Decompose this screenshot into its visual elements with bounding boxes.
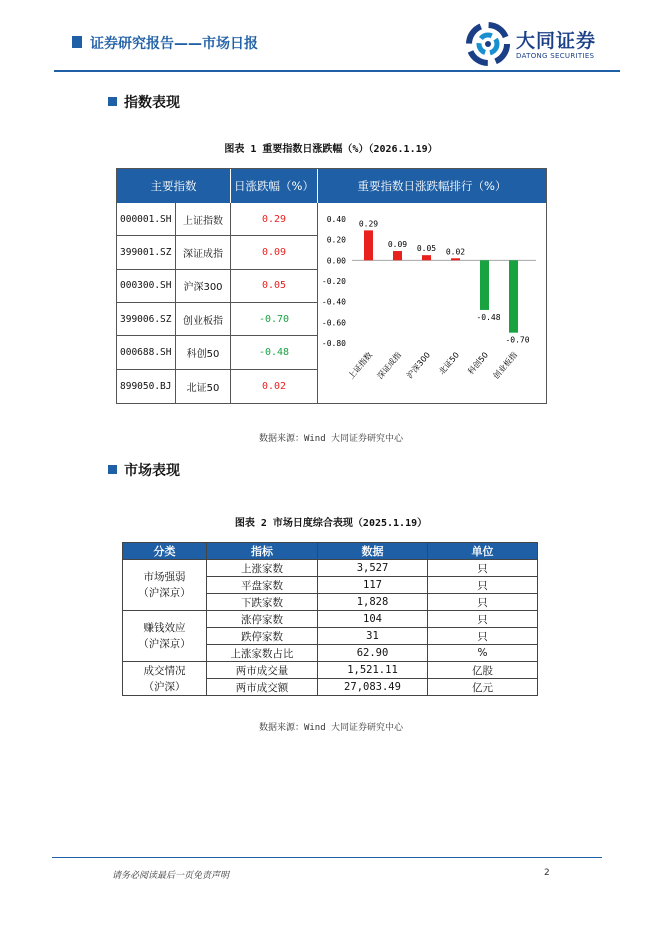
bar bbox=[480, 260, 489, 310]
x-category-label: 北证50 bbox=[437, 350, 462, 377]
index-code: 399006.SZ bbox=[117, 303, 176, 336]
index-change-value: -0.48 bbox=[231, 336, 318, 369]
header-divider bbox=[54, 70, 620, 72]
data-cell: 104 bbox=[318, 611, 428, 628]
report-header-title: 证券研究报告——市场日报 bbox=[90, 36, 258, 52]
x-category-label: 深证成指 bbox=[375, 350, 404, 381]
index-code: 000001.SH bbox=[117, 203, 176, 236]
unit-cell: 只 bbox=[428, 560, 538, 577]
y-tick-label: -0.40 bbox=[321, 297, 346, 307]
y-tick-label: 0.20 bbox=[326, 235, 346, 245]
x-category-label: 创业板指 bbox=[491, 350, 520, 381]
y-tick-label: -0.20 bbox=[321, 277, 346, 286]
index-code: 399001.SZ bbox=[117, 236, 176, 269]
index-change-value: 0.09 bbox=[231, 236, 318, 269]
data-cell: 31 bbox=[318, 628, 428, 645]
category-label: 赚钱效应 bbox=[143, 622, 186, 634]
index-code: 000688.SH bbox=[117, 336, 176, 369]
unit-cell: 只 bbox=[428, 594, 538, 611]
bar bbox=[451, 258, 460, 260]
category-cell bbox=[123, 611, 207, 662]
index-name: 沪深300 bbox=[176, 270, 231, 303]
table-row bbox=[123, 662, 538, 679]
bar-data-label: -0.48 bbox=[476, 312, 501, 322]
data-cell: 117 bbox=[318, 577, 428, 594]
logo-chinese-name: 大同证券 bbox=[516, 30, 597, 52]
category-scope: （沪深） bbox=[143, 680, 186, 693]
footer-disclaimer: 请务必阅读最后一页免责声明 bbox=[112, 871, 230, 881]
figure2-title: 图表 2 市场日度综合表现（2025.1.19） bbox=[234, 518, 428, 529]
indicator-cell: 跌停家数 bbox=[207, 628, 318, 645]
indicator-cell: 两市成交额 bbox=[207, 679, 318, 696]
header-square-marker bbox=[72, 36, 82, 48]
x-category-label: 沪深300 bbox=[405, 350, 433, 381]
indicator-cell: 涨停家数 bbox=[207, 611, 318, 628]
index-performance-table bbox=[116, 168, 547, 404]
y-tick-label: 0.00 bbox=[326, 256, 346, 266]
bar-data-label: 0.02 bbox=[445, 247, 466, 257]
col-header-ranking: 重要指数日涨跌幅排行（%） bbox=[318, 169, 546, 203]
index-change-value: 0.29 bbox=[231, 203, 318, 236]
figure1-title: 图表 1 重要指数日涨跌幅（%）（2026.1.19） bbox=[224, 144, 438, 155]
indicator-cell: 上涨家数 bbox=[207, 560, 318, 577]
y-tick-label: -0.80 bbox=[321, 339, 346, 348]
section-title-index: 指数表现 bbox=[124, 95, 180, 111]
category-scope: （沪深京） bbox=[138, 587, 191, 599]
y-tick-label: -0.60 bbox=[321, 318, 346, 328]
figure2-source: 数据来源：Wind 大同证券研究中心 bbox=[258, 723, 404, 733]
indicator-cell: 下跌家数 bbox=[207, 594, 318, 611]
data-cell: 62.90 bbox=[318, 645, 428, 662]
index-change-value: 0.05 bbox=[231, 270, 318, 303]
bar bbox=[422, 255, 431, 260]
unit-cell: 只 bbox=[428, 577, 538, 594]
company-logo bbox=[466, 22, 616, 66]
table-row bbox=[123, 611, 538, 628]
y-tick-label: 0.40 bbox=[326, 215, 346, 224]
index-name: 创业板指 bbox=[176, 303, 231, 336]
bar-data-label: 0.05 bbox=[416, 244, 437, 254]
index-name: 北证50 bbox=[176, 370, 231, 403]
index-code: 000300.SH bbox=[117, 270, 176, 303]
index-name: 深证成指 bbox=[176, 236, 231, 269]
unit-cell: 亿股 bbox=[428, 662, 538, 679]
data-cell: 1,828 bbox=[318, 594, 428, 611]
category-cell bbox=[123, 662, 207, 696]
index-change-value: 0.02 bbox=[231, 370, 318, 403]
logo-mark-icon bbox=[466, 22, 510, 66]
x-category-label: 上证指数 bbox=[346, 350, 375, 381]
section-marker bbox=[108, 97, 117, 106]
col-header-index: 主要指数 bbox=[117, 169, 231, 203]
category-scope: （沪深京） bbox=[138, 638, 191, 650]
index-change-bar-chart bbox=[318, 203, 546, 403]
category-label: 成交情况 bbox=[143, 664, 186, 677]
table-row bbox=[123, 560, 538, 577]
bar bbox=[509, 260, 518, 332]
unit-cell: 亿元 bbox=[428, 679, 538, 696]
col-header-change: 日涨跌幅（%） bbox=[231, 169, 318, 203]
header-data: 数据 bbox=[318, 543, 428, 560]
index-name: 上证指数 bbox=[176, 203, 231, 236]
data-cell: 3,527 bbox=[318, 560, 428, 577]
index-code: 899050.BJ bbox=[117, 370, 176, 403]
data-cell: 27,083.49 bbox=[318, 679, 428, 696]
section-marker bbox=[108, 465, 117, 474]
data-cell: 1,521.11 bbox=[318, 662, 428, 679]
bar bbox=[393, 251, 402, 260]
bar bbox=[364, 230, 373, 260]
category-label: 市场强弱 bbox=[143, 571, 186, 583]
bar-data-label: -0.70 bbox=[505, 335, 530, 345]
unit-cell: 只 bbox=[428, 628, 538, 645]
indicator-cell: 平盘家数 bbox=[207, 577, 318, 594]
header-unit: 单位 bbox=[428, 543, 538, 560]
bar-data-label: 0.29 bbox=[358, 219, 379, 229]
index-change-value: -0.70 bbox=[231, 303, 318, 336]
index-name: 科创50 bbox=[176, 336, 231, 369]
unit-cell: % bbox=[428, 645, 538, 662]
x-category-label: 科创50 bbox=[466, 350, 491, 377]
market-summary-table bbox=[122, 542, 538, 696]
figure1-source: 数据来源：Wind 大同证券研究中心 bbox=[258, 434, 404, 444]
indicator-cell: 两市成交量 bbox=[207, 662, 318, 679]
unit-cell: 只 bbox=[428, 611, 538, 628]
section-title-market: 市场表现 bbox=[124, 463, 180, 479]
footer-divider bbox=[52, 857, 602, 858]
header-category: 分类 bbox=[123, 543, 207, 560]
page-number: 2 bbox=[544, 868, 550, 878]
header-indicator: 指标 bbox=[207, 543, 318, 560]
indicator-cell: 上涨家数占比 bbox=[207, 645, 318, 662]
bar-data-label: 0.09 bbox=[387, 240, 408, 250]
logo-english-name: DATONG SECURITIES bbox=[516, 52, 595, 60]
category-cell bbox=[123, 560, 207, 611]
